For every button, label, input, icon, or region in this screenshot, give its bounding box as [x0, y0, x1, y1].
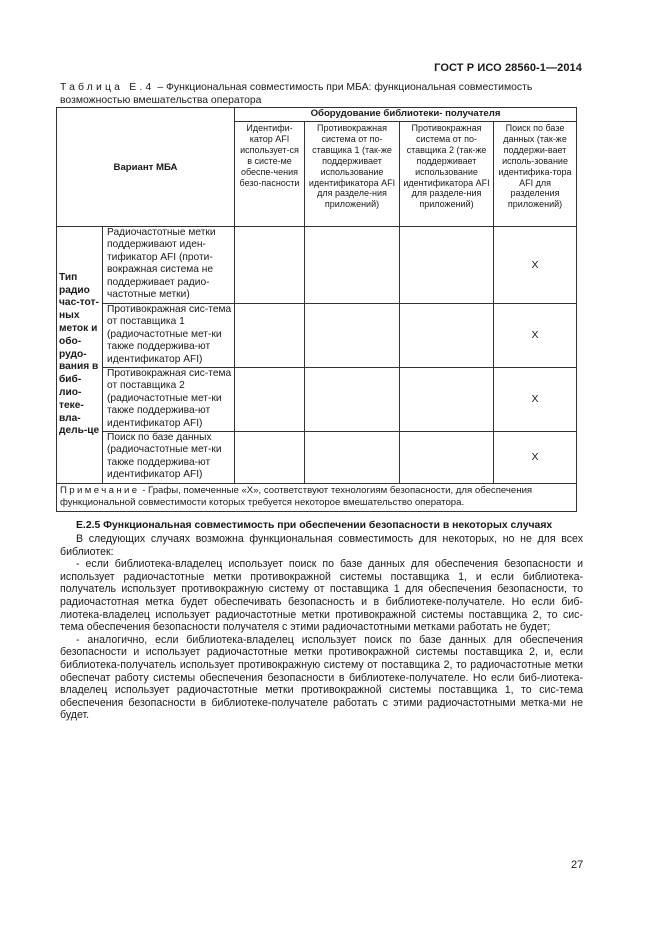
column-header-vendor-2: Противокражная система от по-ставщика 2 (так-же поддерживает использование идентификатора AFI для разделе-ния приложений) [400, 122, 494, 227]
table-caption-text: Функциональная совместимость при МБА: функциональная совместимость возможностью вмешательства оператора [60, 82, 533, 106]
column-header-vendor-1: Противокражная система от по-ставщика 1 (так-же поддерживает использование идентификатора AFI для разделе-ния приложений) [305, 122, 400, 227]
table-row [57, 368, 577, 432]
section-body [60, 533, 583, 722]
table-cell: X [494, 432, 577, 484]
document-id-header: ГОСТ Р ИСО 28560-1—2014 [434, 62, 582, 74]
table-cell [235, 368, 305, 432]
table-cell [400, 304, 494, 368]
table-row [57, 304, 577, 368]
row-label: Противокражная сис-тема от поставщика 2 (радиочастотные мет-ки также поддержива-ют идентификатор AFI) [103, 368, 235, 432]
table-cell [305, 368, 400, 432]
row-label: Противокражная сис-тема от поставщика 1 (радиочастотные мет-ки также поддержива-ют идентификатор AFI) [103, 304, 235, 368]
table-caption-label: Таблица Е.4 [60, 82, 155, 93]
column-header-afi: Идентифи-катор AFI использует-ся в систе-ме обеспе-чения безо-пасности [235, 122, 305, 227]
table-caption-dash: – [154, 82, 166, 93]
table-cell [400, 227, 494, 304]
mba-compatibility-table [56, 107, 577, 512]
paragraph: В следующих случаях возможна функциональная совместимость для некоторых, но не для всех библиотек: [60, 533, 583, 558]
section-heading: Е.2.5 Функциональная совместимость при обеспечении безопасности в некоторых случаях [76, 520, 553, 531]
row-label: Радиочастотные метки поддерживают иден-тификатор AFI (проти-вокражная система не поддерживает радио-частотные метки) [103, 227, 235, 304]
table-cell [235, 304, 305, 368]
row-group-label: Тип радио час-тот-ных меток и обо-рудо-вания в биб-лио-теке-вла-дель-це [57, 227, 103, 484]
table-cell [400, 368, 494, 432]
equipment-header: Оборудование библиотеки- получателя [235, 108, 577, 122]
table-note-label: Примечание [60, 485, 140, 496]
variant-header: Вариант МБА [57, 108, 235, 227]
page-number: 27 [571, 859, 584, 871]
table-note-text: - Графы, помеченные «X», соответствуют технологиям безопасности, для обеспечения функциональной совместимости которых требуется некоторое вмешательство оператора. [60, 485, 533, 509]
table-row [57, 432, 577, 484]
table-cell [305, 304, 400, 368]
table-cell: X [494, 227, 577, 304]
table-cell [400, 432, 494, 484]
table-cell [235, 227, 305, 304]
table-row [57, 227, 577, 304]
paragraph: - если библиотека-владелец использует поиск по базе данных для обеспечения безопасности и использует радиочастотные метки противокражной системы поставщика 1, и если библиотека-получатель использует противокражную систему от поставщика 1 для обеспечения безопасности, то радиочастотная метка будет обеспечивать безопасность и в библиотеке-получателе. Но если биб-лиотека-владелец использует радиочастотные метки противокражной системы поставщика 2, то сис-тема обеспечения безопасности получателя с этими радиочастотными метками работать не будет; [60, 558, 583, 634]
column-header-database-search: Поиск по базе данных (так-же поддержи-вает исполь-зование идентифика-тора AFI для разделения приложений) [494, 122, 577, 227]
table-cell: X [494, 304, 577, 368]
row-label: Поиск по базе данных (радиочастотные мет-ки также поддержива-ют идентификатор AFI) [103, 432, 235, 484]
table-caption [60, 82, 582, 107]
paragraph: - аналогично, если библиотека-владелец использует поиск по базе данных для обеспечения безопасности и использует радиочастотные метки противокражной системы поставщика 2, и, если библиотека-получатель использует противокражную систему от поставщика 2, то радиочастотные метки обеспечат работу системы обеспечения безопасности в библиотеке-получателе. Но если биб-лиотека-владелец использует радиочастотные метки противокражной системы поставщика 1, то сис-тема обеспечения безопасности в библиотеке-получателе работать с этими радиочастотными метка-ми не будет. [60, 633, 583, 722]
table-cell: X [494, 368, 577, 432]
table-note [57, 484, 577, 512]
table-cell [305, 227, 400, 304]
table-cell [235, 432, 305, 484]
table-cell [305, 432, 400, 484]
